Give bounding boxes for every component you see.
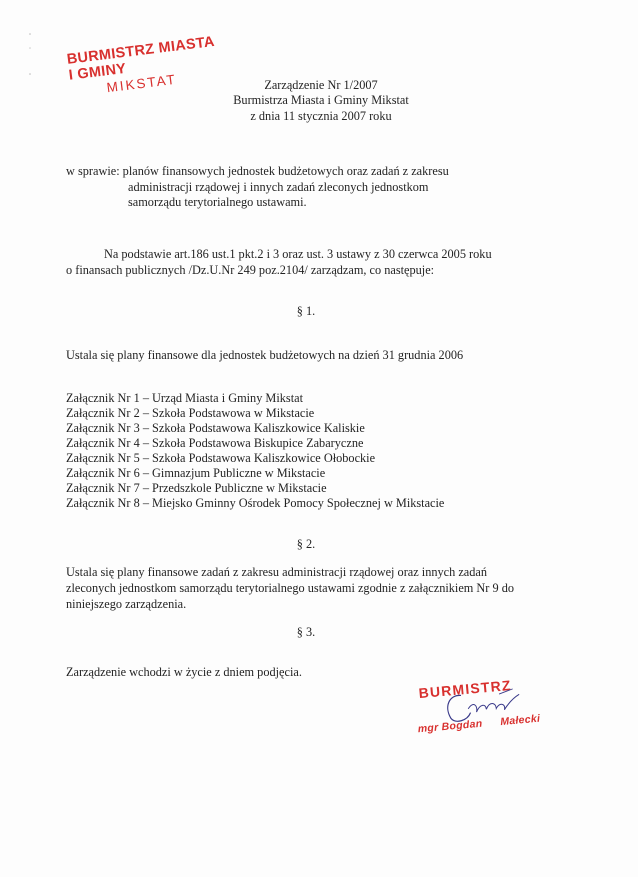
attachment-item: Załącznik Nr 5 – Szkoła Podstawowa Kaliszkowice Ołobockie <box>66 451 376 465</box>
section-1-heading: § 1. <box>296 304 316 318</box>
stamp-title: BURMISTRZ <box>417 677 513 702</box>
stamp-mayor-name-part-1: mgr Bogdan <box>417 717 483 736</box>
ordinance-date: z dnia 11 stycznia 2007 roku <box>250 109 392 123</box>
preamble-line-2: o finansach publicznych /Dz.U.Nr 249 poz.2104/ zarządzam, co następuje: <box>66 263 435 277</box>
section-3-text: Zarządzenie wchodzi w życie z dniem podjęcia. <box>66 665 302 679</box>
stamp-mayor-name-part-2: Małecki <box>499 712 541 729</box>
subject-line-2: administracji rządowej i innych zadań zleconych jednostkom <box>128 180 429 194</box>
subject-line-1: w sprawie: planów finansowych jednostek budżetowych oraz zadań z zakresu <box>66 164 449 178</box>
section-3-heading: § 3. <box>296 625 316 639</box>
section-2-line-1: Ustala się plany finansowe zadań z zakresu administracji rządowej oraz innych zadań <box>66 565 487 579</box>
attachment-item: Załącznik Nr 7 – Przedszkole Publiczne w Mikstacie <box>66 481 327 495</box>
ordinance-issuer: Burmistrza Miasta i Gminy Mikstat <box>233 93 409 107</box>
mayor-signature-stamp <box>408 674 554 756</box>
preamble-line-1: Na podstawie art.186 ust.1 pkt.2 i 3 oraz ust. 3 ustawy z 30 czerwca 2005 roku <box>104 247 492 261</box>
section-2-line-3: niniejszego zarządzenia. <box>66 597 187 611</box>
subject-line-3: samorządu terytorialnego ustawami. <box>128 195 307 209</box>
stamp-office-name: BURMISTRZ MIASTA I GMINY <box>66 33 216 84</box>
attachment-item: Załącznik Nr 4 – Szkoła Podstawowa Biskupice Zabaryczne <box>66 436 364 450</box>
stamp-town-name: MIKSTAT <box>105 71 178 96</box>
section-1-text: Ustala się plany finansowe dla jednostek budżetowych na dzień 31 grudnia 2006 <box>66 348 464 362</box>
attachment-item: Załącznik Nr 6 – Gimnazjum Publiczne w Mikstacie <box>66 466 326 480</box>
scan-marks <box>27 30 33 80</box>
attachment-item: Załącznik Nr 3 – Szkoła Podstawowa Kaliszkowice Kaliskie <box>66 421 365 435</box>
ordinance-number: Zarządzenie Nr 1/2007 <box>264 78 378 92</box>
attachment-item: Załącznik Nr 2 – Szkoła Podstawowa w Mikstacie <box>66 406 315 420</box>
attachment-item: Załącznik Nr 1 – Urząd Miasta i Gminy Mikstat <box>66 391 303 405</box>
attachment-item: Załącznik Nr 8 – Miejsko Gminny Ośrodek Pomocy Społecznej w Mikstacie <box>66 496 445 510</box>
section-2-heading: § 2. <box>296 537 316 551</box>
section-2-line-2: zleconych jednostkom samorządu terytorialnego ustawami zgodnie z załącznikiem Nr 9 do <box>66 581 514 595</box>
